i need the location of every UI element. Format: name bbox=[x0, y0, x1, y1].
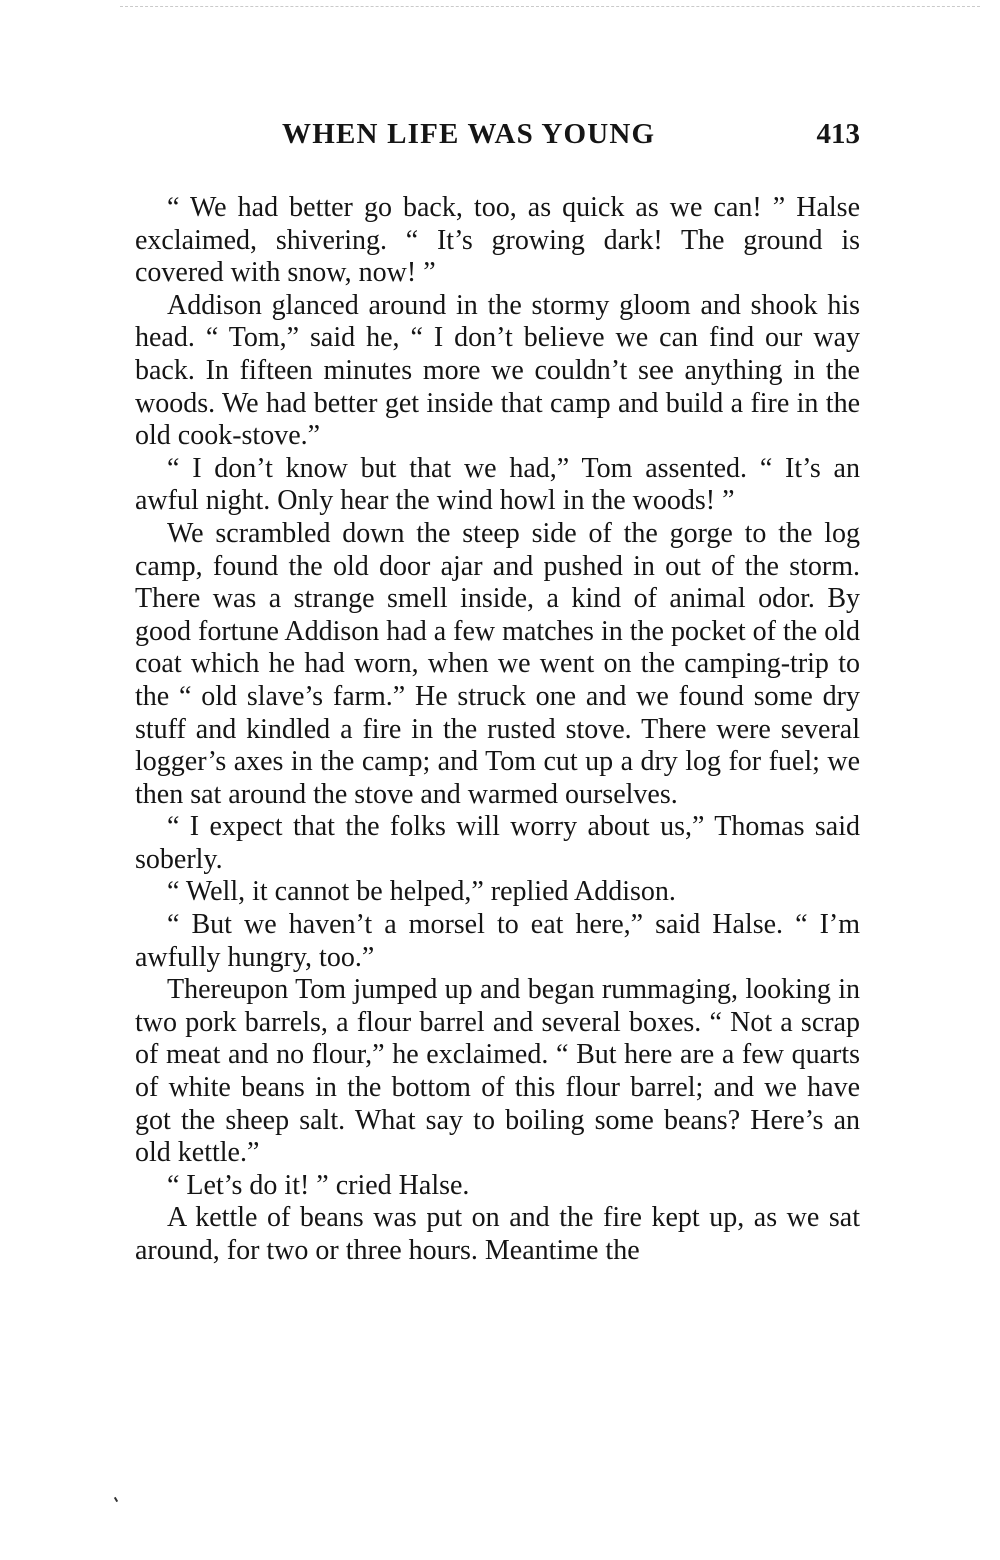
running-title: WHEN LIFE WAS YOUNG bbox=[282, 118, 656, 150]
running-head bbox=[135, 118, 860, 158]
paragraph: “ Well, it cannot be helped,” replied Addison. bbox=[167, 876, 676, 908]
paragraph: Addison glanced around in the stormy gloom and shook his head. “ Tom,” said he, “ I don’t believe we can find our way back. In fifteen minutes more we couldn’t see anything in the woods. We had better get inside that camp and build a fire in the old cook-stove.” bbox=[135, 289, 860, 452]
paragraph: Thereupon Tom jumped up and began rummaging, looking in two pork barrels, a flour barrel and several boxes. “ Not a scrap of meat and no flour,” he exclaimed. “ But here are a few quarts of white beans in the bottom of this flour barrel; and we have got the sheep salt. What say to boiling some beans? Here’s an old kettle.” bbox=[135, 974, 860, 1169]
scan-edge-marks bbox=[120, 6, 980, 11]
page-number: 413 bbox=[816, 118, 860, 150]
paragraph: We scrambled down the steep side of the gorge to the log camp, found the old door ajar and pushed in out of the storm. There was a strange smell inside, a kind of animal odor. By good fortune Addison had a few matches in the pocket of the old coat which he had worn, when we went on the camping-trip to the “ old slave’s farm.” He struck one and we found some dry stuff and kindled a fire in the rusted stove. There were several logger’s axes in the camp; and Tom cut up a dry log for fuel; we then sat around the stove and warmed ourselves. bbox=[135, 517, 860, 810]
paragraph: A kettle of beans was put on and the fire kept up, as we sat around, for two or three hours. Meantime the bbox=[135, 1202, 860, 1266]
paragraph: “ I don’t know but that we had,” Tom assented. “ It’s an awful night. Only hear the wind howl in the woods! ” bbox=[135, 452, 860, 517]
paragraph: “ I expect that the folks will worry about us,” Thomas said soberly. bbox=[135, 811, 860, 875]
paragraph: “ We had better go back, too, as quick as we can! ” Halse exclaimed, shivering. “ It’s growing dark! The ground is covered with snow, now! ” bbox=[135, 192, 860, 289]
paragraph: “ But we haven’t a morsel to eat here,” said Halse. “ I’m awfully hungry, too.” bbox=[135, 909, 860, 973]
body-text bbox=[135, 192, 860, 1268]
scan-speck bbox=[114, 1497, 118, 1502]
paragraph: “ Let’s do it! ” cried Halse. bbox=[167, 1169, 470, 1201]
